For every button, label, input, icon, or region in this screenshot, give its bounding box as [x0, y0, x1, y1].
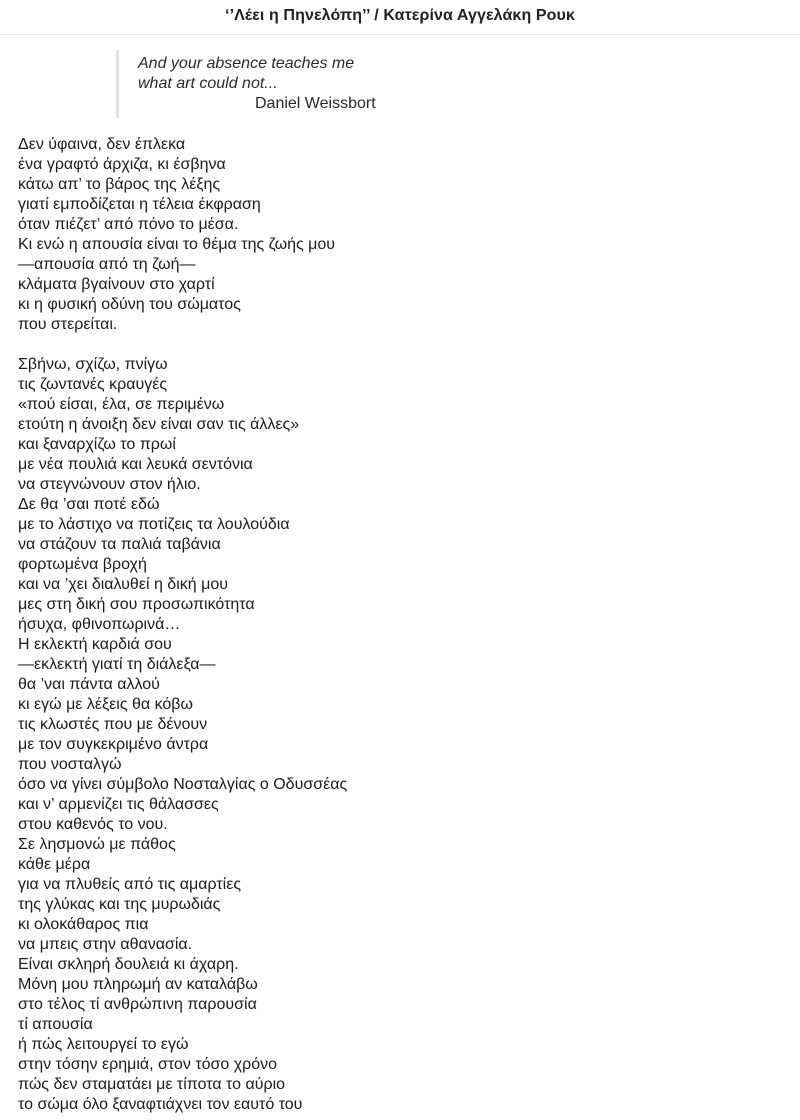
poem-body [18, 135, 788, 1115]
poem-line: με τον συγκεκριμένο άντρα [18, 736, 209, 753]
poem-line: Δεν ύφαινα, δεν έπλεκα [18, 136, 186, 153]
poem-line: να στάζουν τα παλιά ταβάνια [18, 536, 221, 553]
poem-line: Η εκλεκτή καρδιά σου [18, 636, 172, 653]
poem-line: μες στη δική σου προσωπικότητα [18, 596, 255, 613]
poem-line: κλάματα βγαίνουν στο χαρτί [18, 276, 215, 293]
poem-line: τις ζωντανές κραυγές [18, 376, 168, 393]
poem-line: και ν’ αρμενίζει τις θάλασσες [18, 796, 219, 813]
page-title: ‘’Λέει η Πηνελόπη’’ / Κατερίνα Αγγελάκη Ρουκ [225, 7, 575, 24]
poem-line: φορτωμένα βροχή [18, 556, 147, 573]
poem-line: το σώμα όλο ξαναφτιάχνει τον εαυτό του [18, 1096, 303, 1113]
poem-line: Κι ενώ η απουσία είναι το θέμα της ζωής μου [18, 236, 336, 253]
poem-stanza [18, 135, 788, 335]
poem-line: στου καθενός το νου. [18, 816, 168, 833]
poem-line: —εκλεκτή γιατί τη διάλεξα— [18, 656, 216, 673]
poem-line: τις κλωστές που με δένουν [18, 716, 208, 733]
poem-line: θα ’ναι πάντα αλλού [18, 676, 160, 693]
epigraph-author: Daniel Weissbort [255, 95, 376, 112]
poem-line: —απουσία από τη ζωή— [18, 256, 196, 273]
epigraph-blockquote [116, 50, 416, 118]
poem-line: κάτω απ’ το βάρος της λέξης [18, 176, 221, 193]
poem-stanza [18, 355, 788, 1115]
poem-line: κι η φυσική οδύνη του σώματος [18, 296, 241, 313]
epigraph-line: what art could not... [138, 75, 278, 92]
poem-line: στην τόσην ερημιά, στον τόσο χρόνο [18, 1056, 278, 1073]
poem-line: κι εγώ με λέξεις θα κόβω [18, 696, 193, 713]
poem-line: Δε θα ’σαι ποτέ εδώ [18, 496, 160, 513]
poem-line: με νέα πουλιά και λευκά σεντόνια [18, 456, 253, 473]
poem-line: ετούτη η άνοιξη δεν είναι σαν τις άλλες» [18, 416, 300, 433]
poem-line: ή πώς λειτουργεί το εγώ [18, 1036, 189, 1053]
poem-line: τί απουσία [18, 1016, 93, 1033]
poem-line: όσο να γίνει σύμβολο Νοσταλγίας ο Οδυσσέας [18, 776, 348, 793]
poem-line: κάθε μέρα [18, 856, 91, 873]
poem-line: κι ολοκάθαρος πια [18, 916, 149, 933]
page-header [0, 0, 800, 35]
poem-line: στο τέλος τί ανθρώπινη παρουσία [18, 996, 257, 1013]
poem-line: που στερείται. [18, 316, 118, 333]
poem-line: και ξαναρχίζω το πρωί [18, 436, 176, 453]
poem-line: ένα γραφτό άρχιζα, κι έσβηνα [18, 156, 226, 173]
poem-line: «πού είσαι, έλα, σε περιμένω [18, 396, 225, 413]
poem-line: της γλύκας και της μυρωδιάς [18, 896, 221, 913]
poem-line: για να πλυθείς από τις αμαρτίες [18, 876, 242, 893]
poem-line: πώς δεν σταματάει με τίποτα το αύριο [18, 1076, 286, 1093]
poem-line: που νοσταλγώ [18, 756, 122, 773]
poem-line: να μπεις στην αθανασία. [18, 936, 193, 953]
poem-line: και να ’χει διαλυθεί η δική μου [18, 576, 228, 593]
poem-line: να στεγνώνουν στον ήλιο. [18, 476, 201, 493]
epigraph-line: And your absence teaches me [138, 55, 355, 72]
poem-line: Είναι σκληρή δουλειά κι άχαρη. [18, 956, 239, 973]
poem-line: Σβήνω, σχίζω, πνίγω [18, 356, 168, 373]
poem-line: Μόνη μου πληρωμή αν καταλάβω [18, 976, 258, 993]
poem-line: γιατί εμποδίζεται η τέλεια έκφραση [18, 196, 261, 213]
poem-line: ήσυχα, φθινοπωρινά… [18, 616, 181, 633]
poem-line: με το λάστιχο να ποτίζεις τα λουλούδια [18, 516, 290, 533]
poem-line: όταν πιέζετ’ από πόνο το μέσα. [18, 216, 239, 233]
poem-line: Σε λησμονώ με πάθος [18, 836, 176, 853]
